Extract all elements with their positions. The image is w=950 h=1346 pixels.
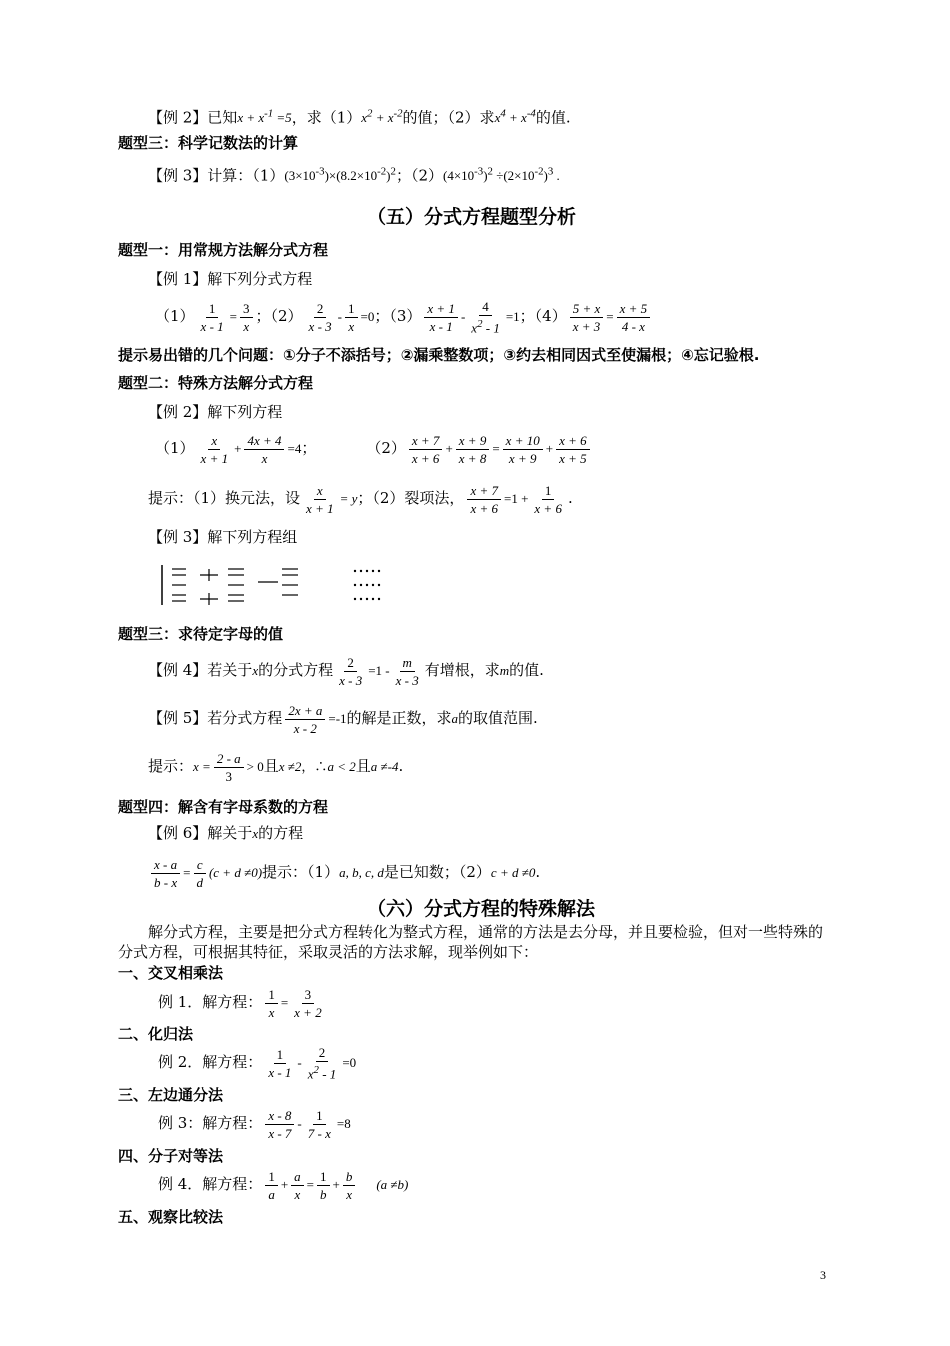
text: ，求（1） [291, 108, 362, 127]
tip-example-2: 提示：（1）换元法，设 $\frac{x}{x + 1}$ = y；（2）裂项法， $\frac{x + 7}{x + 6}$ =1 + $\frac{1}{x + 6}$ . [148, 482, 573, 516]
section-6-title: （六）分式方程的特殊解法 [367, 898, 596, 920]
text: 的取值范围. [458, 709, 538, 727]
text: 的分式方程 [258, 661, 334, 679]
method-1-heading: 一、交叉相乘法 [118, 964, 224, 982]
text: 提示： [148, 757, 194, 775]
text: 例 1．解方程： [158, 993, 263, 1011]
method-3-example: 例 3：解方程： $\frac{x - 8}{x - 7}$ - $\frac{1}{7 - x}$ =8 [158, 1107, 351, 1141]
formula: $(3\times 10^{-3})\times(8.2\times 10^{-2})^2$ [284, 166, 396, 184]
text: 有增根，求 [424, 661, 500, 679]
text: 的方程 [258, 824, 304, 842]
example-2-prefix: 【例 2】已知 [148, 108, 238, 127]
example-3-line [148, 162, 560, 186]
tip-example-5: 提示：x = $\frac{2 - a}{3}$ > 0且x ≠2，∴a < 2且a ≠-4. [148, 750, 404, 784]
example-3-label: 【例 3】解下列方程组 [148, 528, 298, 546]
text: 提示：（1）换元法，设 [148, 489, 301, 507]
example-6-line: 【例 6】解关于x的方程 [148, 824, 304, 842]
text: 【例 6】解关于 [148, 824, 253, 842]
example-1-label: 【例 1】解下列分式方程 [148, 270, 313, 288]
type-3-value-heading: 题型三：求待定字母的值 [118, 625, 284, 643]
text: 例 2．解方程： [158, 1053, 263, 1072]
text: 例 4．解方程： [158, 1175, 263, 1193]
text: 的值；（2）求 [402, 108, 495, 127]
text: 的值. [535, 108, 571, 127]
text: 的解是正数，求 [346, 709, 452, 727]
intro-line-2: 分式方程，可根据其特征，采取灵活的方法求解，现举例如下： [118, 943, 539, 961]
type-2-heading: 题型二：特殊方法解分式方程 [118, 374, 314, 392]
tip-common-errors: 提示易出错的几个问题：①分子不添括号；②漏乘整数项；③约去相同因式至使漏根；④忘记验根. [118, 346, 760, 364]
method-3-heading: 三、左边通分法 [118, 1086, 224, 1104]
example-2-equations: （1） $\frac{x}{x + 1}$ + $\frac{4x + 4}{x}$ =4； （2） $\frac{x + 7}{x + 6}$ + $\frac{x + 9}{x + 8}$ = $\frac{x + 10}{x + 9}$ + $\frac{x + 6}{x + 5}$ [155, 430, 593, 467]
formula: $x^2 + x^{-2}$ [361, 108, 403, 126]
example-4-line: 【例 4】若关于x的分式方程 $\frac{2}{x - 3}$ =1 - $\frac{m}{x - 3}$ 有增根，求m的值. [148, 654, 544, 688]
method-2-example: 例 2．解方程： $\frac{1}{x - 1}$ - $\frac{2}{x^2 - 1}$ =0 [158, 1045, 357, 1082]
text: ；（2）裂项法， [357, 489, 465, 507]
example-3-prefix: 【例 3】计算：（1） [148, 166, 285, 185]
type-4-heading: 题型四：解含有字母系数的方程 [118, 798, 329, 816]
example-1-equations: （1） $\frac{1}{x - 1}$ = $\frac{3}{x}$ ；（2） $\frac{2}{x - 3}$ - $\frac{1}{x}$ =0；（3） $\frac{x + 1}{x - 1}$ - $\frac{4}{x^2 - 1}$ =1；（4） $\frac{5 + x}{x + 3}$ = $\frac{x + 5}{4 - x}$ [155, 298, 653, 336]
example-2-line [148, 104, 571, 128]
text: 【例 5】若分式方程 [148, 709, 283, 727]
method-4-heading: 四、分子对等法 [118, 1147, 224, 1165]
text: 提示：（1） [262, 863, 340, 881]
text: 【例 4】若关于 [148, 661, 253, 679]
example-5-line: 【例 5】若分式方程 $\frac{2x + a}{x - 2}$ =-1的解是正数，求a的取值范围. [148, 702, 538, 736]
type-1-heading: 题型一：用常规方法解分式方程 [118, 241, 329, 259]
type-3-heading: 题型三：科学记数法的计算 [118, 134, 299, 152]
text: ；（2） [395, 166, 443, 185]
section-5-title: （五）分式方程题型分析 [367, 206, 577, 228]
text: 且 [355, 757, 371, 775]
formula: $x + x^{-1} =5$ [237, 108, 292, 126]
text: 的值. [509, 661, 544, 679]
text: 例 3：解方程： [158, 1114, 263, 1132]
example-6-equation: $\frac{x - a}{b - x}$ = $\frac{c}{d}$ (c + d ≠0)提示：（1）a, b, c, d是已知数；（2）c + d ≠0. [148, 854, 540, 891]
formula: $(4\times 10^{-3})^2 \div(2\times 10^{-2})^3$ . [442, 166, 560, 184]
text: 是已知数；（2） [383, 863, 491, 881]
method-5-heading: 五、观察比较法 [118, 1208, 224, 1226]
intro-line-1: 解分式方程，主要是把分式方程转化为整式方程，通常的方法是去分母，并且要检验，但对一些特殊的 [148, 923, 824, 941]
method-4-example: 例 4．解方程： $\frac{1}{a}$ + $\frac{a}{x}$ = $\frac{1}{b}$ + $\frac{b}{x}$ (a ≠b) [158, 1168, 409, 1202]
method-1-example: 例 1．解方程： $\frac{1}{x}$ = $\frac{3}{x + 2}$ [158, 986, 322, 1020]
formula: $x^4 + x^{-4}$ [494, 108, 536, 126]
method-2-heading: 二、化归法 [118, 1025, 194, 1043]
example-2-label: 【例 2】解下列方程 [148, 403, 283, 421]
equation-system-image [160, 563, 400, 607]
text: 且 [263, 757, 279, 775]
page-number: 3 [820, 1268, 826, 1282]
